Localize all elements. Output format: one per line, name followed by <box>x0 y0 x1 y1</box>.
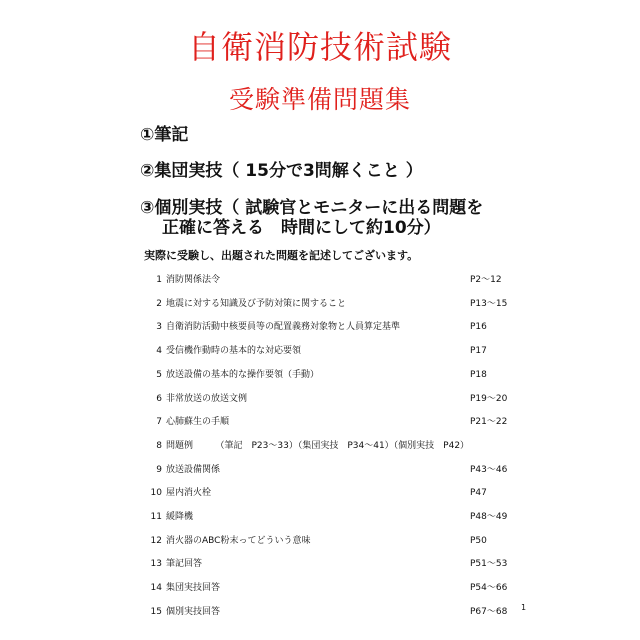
toc-row <box>148 274 220 286</box>
toc-row <box>148 416 229 428</box>
toc-title: 消火器のABC粉末ってどういう意味 <box>166 536 311 546</box>
toc-row <box>148 345 301 357</box>
toc-page: P43～46 <box>470 465 508 475</box>
toc-number: 2 <box>156 299 162 309</box>
toc-row <box>148 487 211 499</box>
toc-page: P18 <box>470 370 487 380</box>
toc-number: 4 <box>156 346 162 356</box>
toc-title: 集団実技回答 <box>166 583 221 593</box>
toc-row <box>148 321 400 333</box>
toc-number: 15 <box>150 607 162 617</box>
toc-row <box>148 369 319 381</box>
toc-number: 10 <box>150 488 162 498</box>
section-individual-practical: ③個別実技（ 試験官とモニターに出る問題を <box>140 198 484 218</box>
toc-title: 自衛消防活動中核要員等の配置義務対象物と人員算定基準 <box>166 322 401 332</box>
toc-title: 非常放送の放送文例 <box>166 394 248 404</box>
section-written: ①筆記 <box>140 125 189 145</box>
page-number: 1 <box>521 603 527 612</box>
toc-row <box>148 582 220 594</box>
toc-row <box>148 298 346 310</box>
toc-number: 11 <box>150 512 162 522</box>
toc-page: P51～53 <box>470 559 508 569</box>
toc-title: 緩降機 <box>166 512 194 522</box>
toc-page: P19～20 <box>470 394 508 404</box>
toc-page: P47 <box>470 488 487 498</box>
toc-row <box>148 393 247 405</box>
toc-row <box>148 464 220 476</box>
toc-page: P13～15 <box>470 299 508 309</box>
toc-row <box>148 535 310 547</box>
toc-row <box>148 606 220 618</box>
toc-title: 屋内消火栓 <box>166 488 212 498</box>
toc-page: P21～22 <box>470 417 508 427</box>
toc-title: 放送設備の基本的な操作要領（手動） <box>166 370 320 380</box>
toc-title: 心肺蘇生の手順 <box>166 417 230 427</box>
toc-row <box>148 440 469 452</box>
toc-number: 1 <box>156 275 162 285</box>
toc-row <box>148 558 202 570</box>
toc-page: P50 <box>470 536 487 546</box>
document-title: 自衛消防技術試験 <box>187 28 452 66</box>
toc-number: 8 <box>156 441 162 451</box>
toc-page: P2～12 <box>470 275 502 285</box>
toc-page: P54～66 <box>470 583 508 593</box>
section-group-practical: ②集団実技（ 15分で3問解くこと ） <box>140 161 423 181</box>
section-individual-practical-cont: 正確に答える 時間にして約10分） <box>162 218 441 238</box>
toc-page: P16 <box>470 322 487 332</box>
intro-text: 実際に受験し、出題された問題を記述してございます。 <box>144 249 419 262</box>
toc-title: 問題例 （筆記 P23～33）（集団実技 P34～41）（個別実技 P42） <box>166 441 470 451</box>
toc-number: 3 <box>156 322 162 332</box>
document-subtitle: 受験準備問題集 <box>228 85 411 114</box>
toc-title: 放送設備関係 <box>166 465 221 475</box>
toc-title: 消防関係法令 <box>166 275 221 285</box>
toc-title: 筆記回答 <box>166 559 203 569</box>
toc-number: 7 <box>156 417 162 427</box>
toc-title: 地震に対する知識及び予防対策に関すること <box>166 299 347 309</box>
toc-page: P17 <box>470 346 487 356</box>
toc-number: 13 <box>150 559 162 569</box>
toc-number: 6 <box>156 394 162 404</box>
toc-page: P48～49 <box>470 512 508 522</box>
toc-number: 5 <box>156 370 162 380</box>
toc-row <box>148 511 193 523</box>
toc-title: 個別実技回答 <box>166 607 221 617</box>
toc-number: 14 <box>150 583 162 593</box>
toc-number: 12 <box>150 536 162 546</box>
toc-number: 9 <box>156 465 162 475</box>
toc-page: P67～68 <box>470 607 508 617</box>
toc-title: 受信機作動時の基本的な対応要領 <box>166 346 302 356</box>
